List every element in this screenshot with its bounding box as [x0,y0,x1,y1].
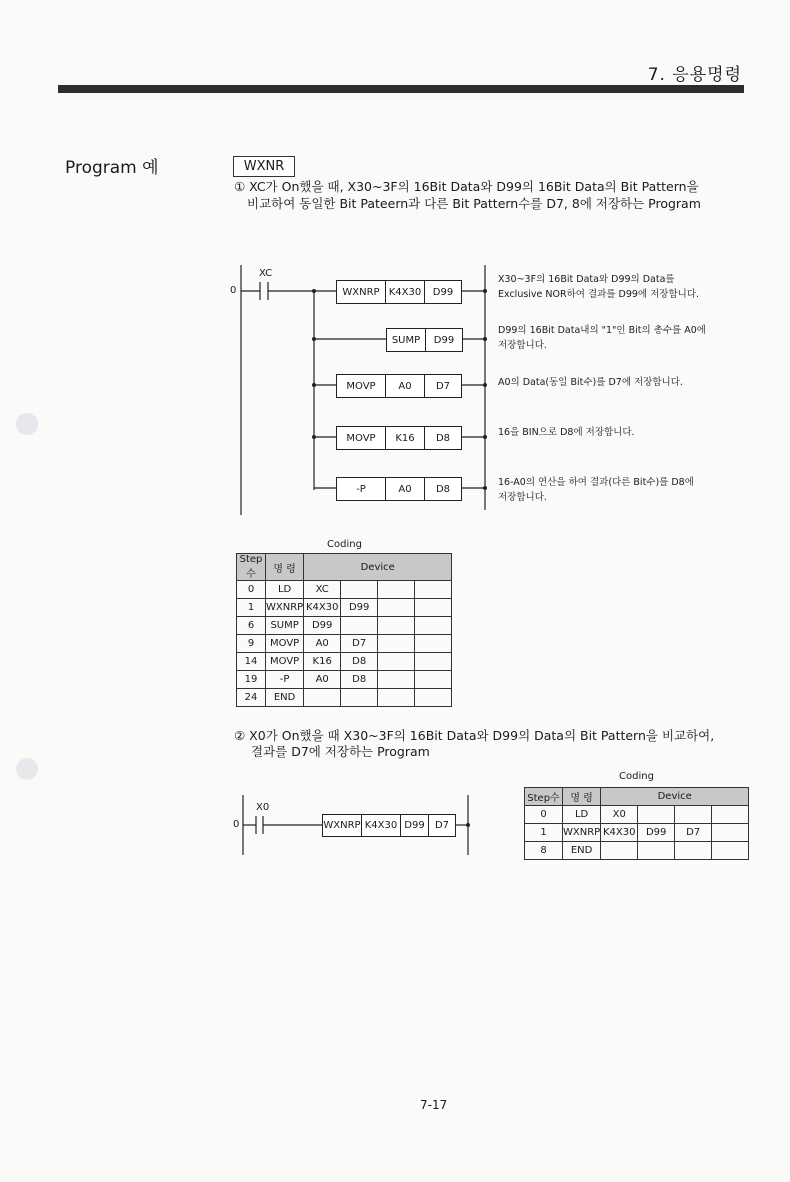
table-cell [415,599,452,617]
col-header-device: Device [601,788,749,806]
table-row [237,599,452,617]
table-cell [341,689,378,707]
table-cell: XC [304,581,341,599]
page-number: 7-17 [420,1098,448,1112]
table-cell [675,842,712,860]
example1-line2: 비교하여 동일한 Bit Pateern과 다른 Bit Pattern수를 D7, 8에 저장하는 Program [247,196,701,211]
table-cell [415,671,452,689]
table-cell: 0 [237,581,266,599]
table-cell [712,824,749,842]
table-cell [415,653,452,671]
instruction-box-movp-a0: MOVP A0 D7 [336,374,462,398]
table-cell [415,581,452,599]
table-cell: D99 [638,824,675,842]
header-rule [58,85,744,93]
coding-table-1 [236,553,452,707]
table-cell: MOVP [266,635,304,653]
table-cell [601,842,638,860]
table-cell: A0 [304,635,341,653]
col-header-step: Step수 [525,788,563,806]
table-row [525,824,749,842]
table-cell: 1 [237,599,266,617]
table-row [237,635,452,653]
col-header-command: 명 령 [266,554,304,581]
table-cell: WXNRP [563,824,601,842]
table-cell: K4X30 [304,599,341,617]
table-row [525,806,749,824]
example2-line2: 결과를 D7에 저장하는 Program [251,744,430,759]
rung-note: 16을 BIN으로 D8에 저장합니다. [498,427,635,438]
table-cell [415,635,452,653]
table-cell [712,806,749,824]
table-cell: 0 [525,806,563,824]
table-cell [378,581,415,599]
table-cell: SUMP [266,617,304,635]
rung-note: D99의 16Bit Data내의 "1"인 Bit의 총수를 A0에 저장합니다. [498,325,706,351]
table-cell [415,617,452,635]
coding-table-2 [524,787,749,860]
instruction-box-sub: -P A0 D8 [336,477,462,501]
table-cell [675,806,712,824]
example2-line1: ② X0가 On했을 때 X30~3F의 16Bit Data와 D99의 Data의 Bit Pattern을 비교하여, [234,728,715,743]
binder-hole [16,758,38,780]
instruction-box-wxnrp: WXNRP K4X30 D99 [336,280,462,304]
table-cell: 9 [237,635,266,653]
table-cell: D8 [341,653,378,671]
col-header-device: Device [304,554,452,581]
binder-hole [16,413,38,435]
table-cell [378,689,415,707]
table-cell: -P [266,671,304,689]
table-cell [415,689,452,707]
table-cell: 6 [237,617,266,635]
table-cell: MOVP [266,653,304,671]
table-row [237,689,452,707]
table-cell: 24 [237,689,266,707]
step-number: 0 [233,819,240,830]
table-cell [638,806,675,824]
col-header-step: Step수 [237,554,266,581]
chapter-title: 7. 응용명령 [647,65,742,85]
table-cell [638,842,675,860]
table-cell: D99 [304,617,341,635]
table-cell: 19 [237,671,266,689]
table-cell [304,689,341,707]
command-name-box: WXNR [233,156,295,177]
instruction-box-sump: SUMP D99 [386,328,463,352]
table-cell [378,617,415,635]
contact-label-x0: X0 [256,802,270,813]
table-row [237,671,452,689]
step-number: 0 [230,285,237,296]
instruction-box-movp-k16: MOVP K16 D8 [336,426,462,450]
col-header-command: 명 령 [563,788,601,806]
table-row [525,842,749,860]
table-row [237,581,452,599]
table-cell: A0 [304,671,341,689]
coding-caption: Coding [619,771,654,782]
table-cell: END [563,842,601,860]
rung-note: X30~3F의 16Bit Data와 D99의 Data를 Exclusive NOR하여 결과를 D99에 저장합니다. [498,274,700,300]
table-cell [378,671,415,689]
table-cell: K16 [304,653,341,671]
table-cell [341,581,378,599]
program-example-label: Program 예 [65,158,159,178]
table-cell: K4X30 [601,824,638,842]
table-row [237,617,452,635]
table-cell: END [266,689,304,707]
example1-line1: ① XC가 On했을 때, X30~3F의 16Bit Data와 D99의 16Bit Data의 Bit Pattern을 [234,179,699,194]
coding-caption: Coding [327,539,362,550]
table-cell: 1 [525,824,563,842]
table-cell [378,653,415,671]
table-cell: 14 [237,653,266,671]
table-cell: D99 [341,599,378,617]
table-cell [712,842,749,860]
table-cell [341,617,378,635]
table-cell: D8 [341,671,378,689]
rung-note: A0의 Data(동일 Bit수)를 D7에 저장합니다. [498,377,683,388]
table-cell: WXNRP [266,599,304,617]
table-cell: LD [563,806,601,824]
table-cell [378,599,415,617]
instruction-box-wxnrp-2: WXNRP K4X30 D99 D7 [322,814,456,837]
contact-label-xc: XC [259,268,273,279]
rung-note: 16-A0의 연산을 하여 결과(다른 Bit수)를 D8에 저장합니다. [498,477,694,503]
table-cell: D7 [341,635,378,653]
table-cell: 8 [525,842,563,860]
table-cell: D7 [675,824,712,842]
table-row [237,653,452,671]
table-cell [378,635,415,653]
table-cell: X0 [601,806,638,824]
table-cell: LD [266,581,304,599]
